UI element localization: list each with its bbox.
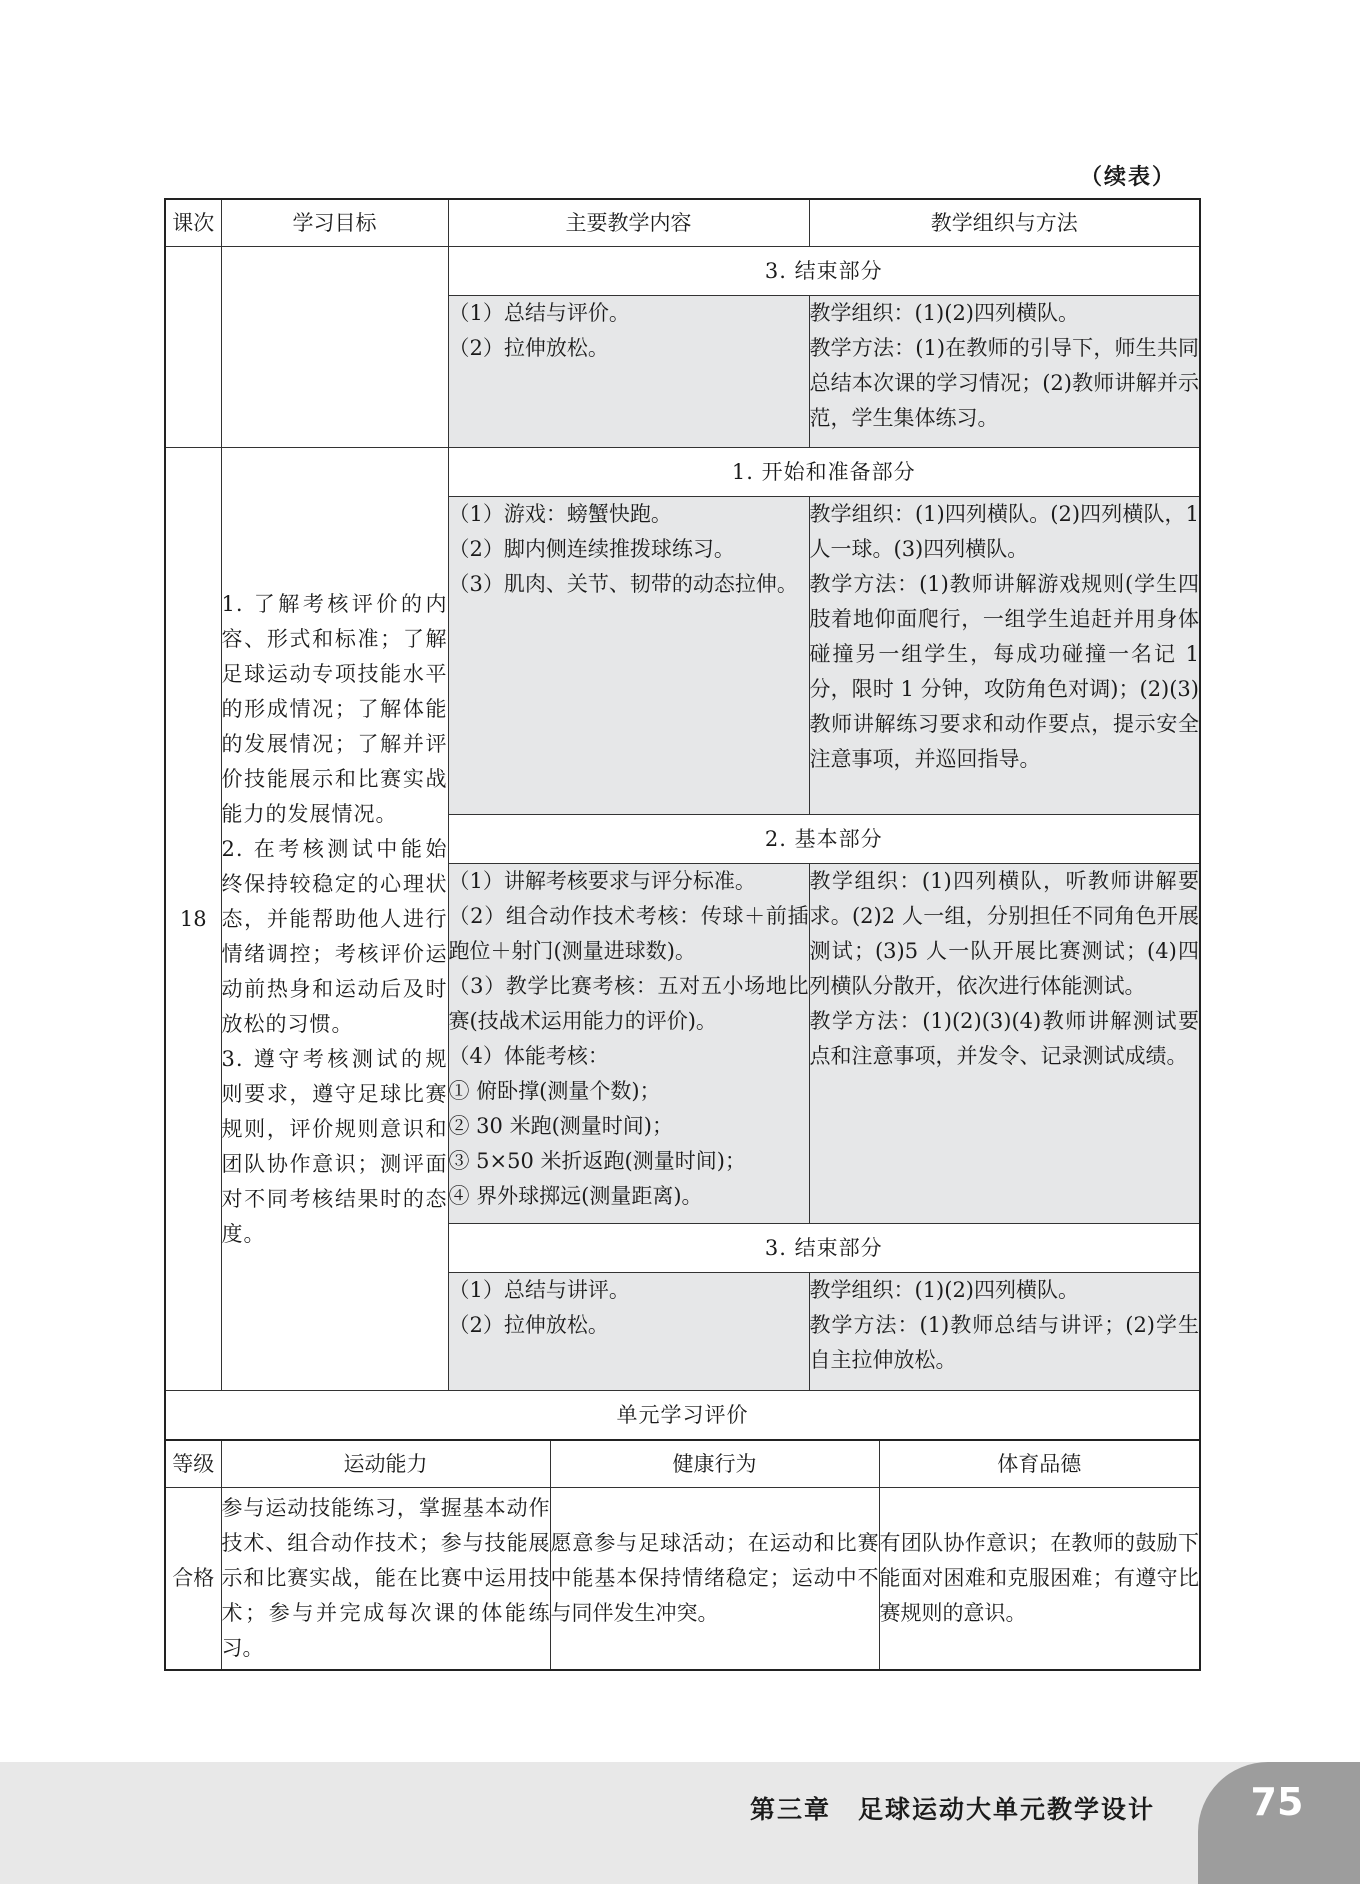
content-line: （1）总结与讲评。 <box>448 1278 630 1302</box>
l18-section1-row <box>165 448 1200 497</box>
objective-item: 3. 遵守考核测试的规则要求，遵守足球比赛规则，评价规则意识和团队协作意识；测评面对不同考核结果时的态度。 <box>221 1046 448 1246</box>
eval2-header-ethics: 体育品德 <box>879 1440 1200 1488</box>
evaluation-table <box>164 1439 1201 1671</box>
method-line: 教学组织：(1)四列横队，听教师讲解要求。(2)2 人一组，分别担任不同角色开展测试；(3)5 人一队开展比赛测试；(4)四列横队分散开，依次进行体能测试。 <box>809 869 1199 998</box>
prev-method-cell <box>809 296 1200 448</box>
content-line: （2）拉伸放松。 <box>448 1313 609 1337</box>
prev-section-row <box>165 247 1200 296</box>
header-objectives: 学习目标 <box>221 199 448 247</box>
header-content: 主要教学内容 <box>448 199 809 247</box>
lesson-plan-table <box>164 198 1201 1441</box>
content-line: ① 俯卧撑(测量个数)； <box>448 1079 661 1103</box>
content-line: （1）讲解考核要求与评分标准。 <box>448 869 756 893</box>
content-line: （2）组合动作技术考核：传球＋前插跑位＋射门(测量进球数)。 <box>448 904 809 963</box>
continued-label: （续表） <box>1080 165 1177 190</box>
section-title: 3. 结束部分 <box>448 1224 1200 1273</box>
table-header-row <box>165 199 1200 247</box>
footer-band <box>0 1762 1360 1884</box>
content-line: （2）拉伸放松。 <box>448 336 609 360</box>
eval2-header-health: 健康行为 <box>550 1440 879 1488</box>
page-number: 75 <box>1250 1780 1304 1824</box>
content-line: （4）体能考核： <box>448 1044 609 1068</box>
eval2-header-ability: 运动能力 <box>221 1440 550 1488</box>
content-line: （1）游戏：螃蟹快跑。 <box>448 502 672 526</box>
section3-content <box>448 1273 809 1391</box>
method-line: 教学方法：(1)教师讲解游戏规则(学生四肢着地仰面爬行，一组学生追赶并用身体碰撞另一组学生，每成功碰撞一名记 1 分，限时 1 分钟，攻防角色对调)；(2)(3)教师讲解练习要求和动作要点，提示安全注意事项，并巡回指导。 <box>809 572 1199 771</box>
content-line: （3）肌肉、关节、韧带的动态拉伸。 <box>448 572 798 596</box>
eval2-ability: 参与运动技能练习，掌握基本动作技术、组合动作技术；参与技能展示和比赛实战，能在比赛中运用技术；参与并完成每次课的体能练习。 <box>221 1488 550 1670</box>
section2-content <box>448 864 809 1224</box>
section-title: 2. 基本部分 <box>448 815 1200 864</box>
content-line: ④ 界外球掷远(测量距离)。 <box>448 1184 703 1208</box>
chapter-title: 第三章 足球运动大单元教学设计 <box>750 1795 1156 1824</box>
objective-item: 1. 了解考核评价的内容、形式和标准；了解足球运动专项技能水平的形成情况；了解体能的发展情况；了解并评价技能展示和比赛实战能力的发展情况。 <box>221 591 448 826</box>
method-line: 教学组织：(1)(2)四列横队。 <box>809 301 1079 325</box>
method-line: 教学方法：(1)教师总结与讲评；(2)学生自主拉伸放松。 <box>809 1313 1199 1372</box>
evaluation-title-row <box>165 1391 1200 1441</box>
lesson-number: 18 <box>165 448 221 1391</box>
evaluation-title: 单元学习评价 <box>165 1391 1200 1441</box>
section1-content <box>448 497 809 815</box>
header-method: 教学组织与方法 <box>809 199 1200 247</box>
eval2-row <box>165 1488 1200 1670</box>
method-line: 教学组织：(1)四列横队。(2)四列横队，1 人一球。(3)四列横队。 <box>809 502 1199 561</box>
eval2-grade: 合格 <box>165 1488 221 1670</box>
content-line: ③ 5×50 米折返跑(测量时间)； <box>448 1149 746 1173</box>
prev-lesson-cell <box>165 247 221 448</box>
eval2-ethics: 有团队协作意识；在教师的鼓励下能面对困难和克服困难；有遵守比赛规则的意识。 <box>879 1488 1200 1670</box>
section3-method <box>809 1273 1200 1391</box>
section1-method <box>809 497 1200 815</box>
section-title: 1. 开始和准备部分 <box>448 448 1200 497</box>
lesson18-objectives <box>221 448 448 1391</box>
method-line: 教学方法：(1)(2)(3)(4)教师讲解测试要点和注意事项，并发令、记录测试成绩。 <box>809 1009 1199 1068</box>
content-line: （2）脚内侧连续推拨球练习。 <box>448 537 735 561</box>
section2-method <box>809 864 1200 1224</box>
prev-content-cell <box>448 296 809 448</box>
method-line: 教学组织：(1)(2)四列横队。 <box>809 1278 1079 1302</box>
prev-objectives-cell <box>221 247 448 448</box>
eval2-health: 愿意参与足球活动；在运动和比赛中能基本保持情绪稳定；运动中不与同伴发生冲突。 <box>550 1488 879 1670</box>
objective-item: 2. 在考核测试中能始终保持较稳定的心理状态，并能帮助他人进行情绪调控；考核评价运动前热身和运动后及时放松的习惯。 <box>221 836 448 1036</box>
content-line: （1）总结与评价。 <box>448 301 630 325</box>
content-line: ② 30 米跑(测量时间)； <box>448 1114 673 1138</box>
header-lesson: 课次 <box>165 199 221 247</box>
content-line: （3）教学比赛考核：五对五小场地比赛(技战术运用能力的评价)。 <box>448 974 809 1033</box>
eval2-header-grade: 等级 <box>165 1440 221 1488</box>
method-line: 教学方法：(1)在教师的引导下，师生共同总结本次课的学习情况；(2)教师讲解并示范，学生集体练习。 <box>809 336 1199 430</box>
eval2-header-row <box>165 1440 1200 1488</box>
prev-section-title: 3. 结束部分 <box>448 247 1200 296</box>
